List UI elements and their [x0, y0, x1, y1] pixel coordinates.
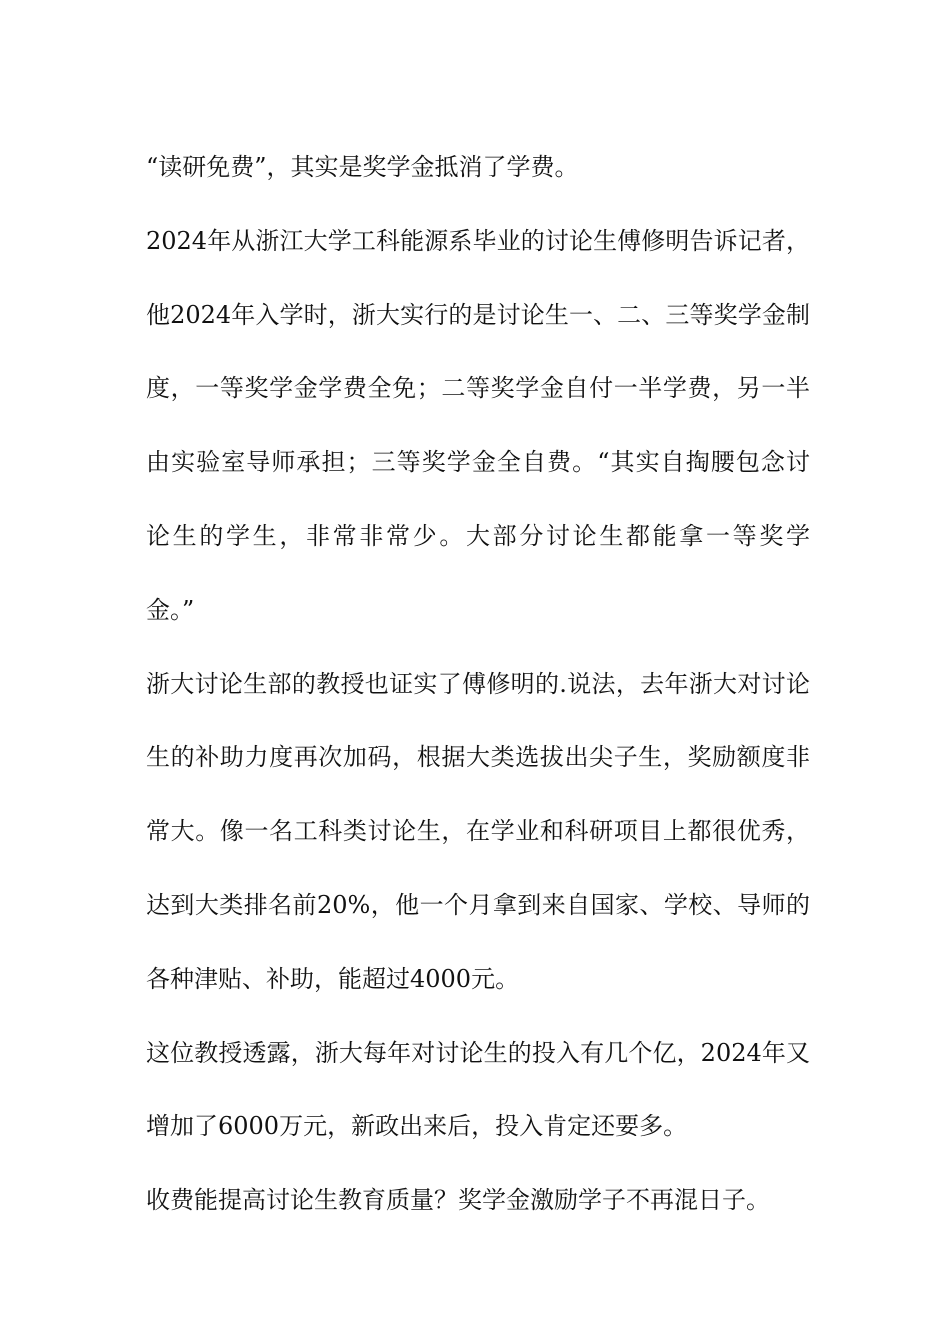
- text-line-3: 他2024年入学时，浙大实行的是讨论生一、二、三等奖学金制: [146, 300, 810, 329]
- text-line-8: 浙大讨论生部的教授也证实了傅修明的.说法，去年浙大对讨论: [146, 669, 810, 698]
- text-line-14: 增加了6000万元，新政出来后，投入肯定还要多。: [146, 1112, 688, 1141]
- text-line-12: 各种津贴、补助，能超过4000元。: [146, 964, 520, 993]
- text-line-7: 金。”: [146, 595, 195, 624]
- text-line-15: 收费能提高讨论生教育质量？奖学金激励学子不再混日子。: [146, 1186, 770, 1215]
- text-line-5: 由实验室导师承担；三等奖学金全自费。“其实自掏腰包念讨: [146, 448, 810, 477]
- text-line-11: 达到大类排名前20%，他一个月拿到来自国家、学校、导师的: [146, 890, 810, 919]
- text-line-6: 论生的学生，非常非常少。大部分讨论生都能拿一等奖学: [146, 521, 810, 550]
- text-line-9: 生的补助力度再次加码，根据大类选拔出尖子生，奖励额度非: [146, 743, 810, 772]
- text-line-1: “读研免费”，其实是奖学金抵消了学费。: [146, 153, 579, 181]
- text-line-4: 度，一等奖学金学费全免；二等奖学金自付一半学费，另一半: [146, 374, 810, 403]
- text-line-13: 这位教授透露，浙大每年对讨论生的投入有几个亿，2024年又: [146, 1038, 810, 1067]
- document-body: [146, 131, 810, 1238]
- text-line-2: 2024年从浙江大学工科能源系毕业的讨论生傅修明告诉记者，: [146, 226, 810, 255]
- text-line-10: 常大。像一名工科类讨论生，在学业和科研项目上都很优秀，: [146, 817, 810, 846]
